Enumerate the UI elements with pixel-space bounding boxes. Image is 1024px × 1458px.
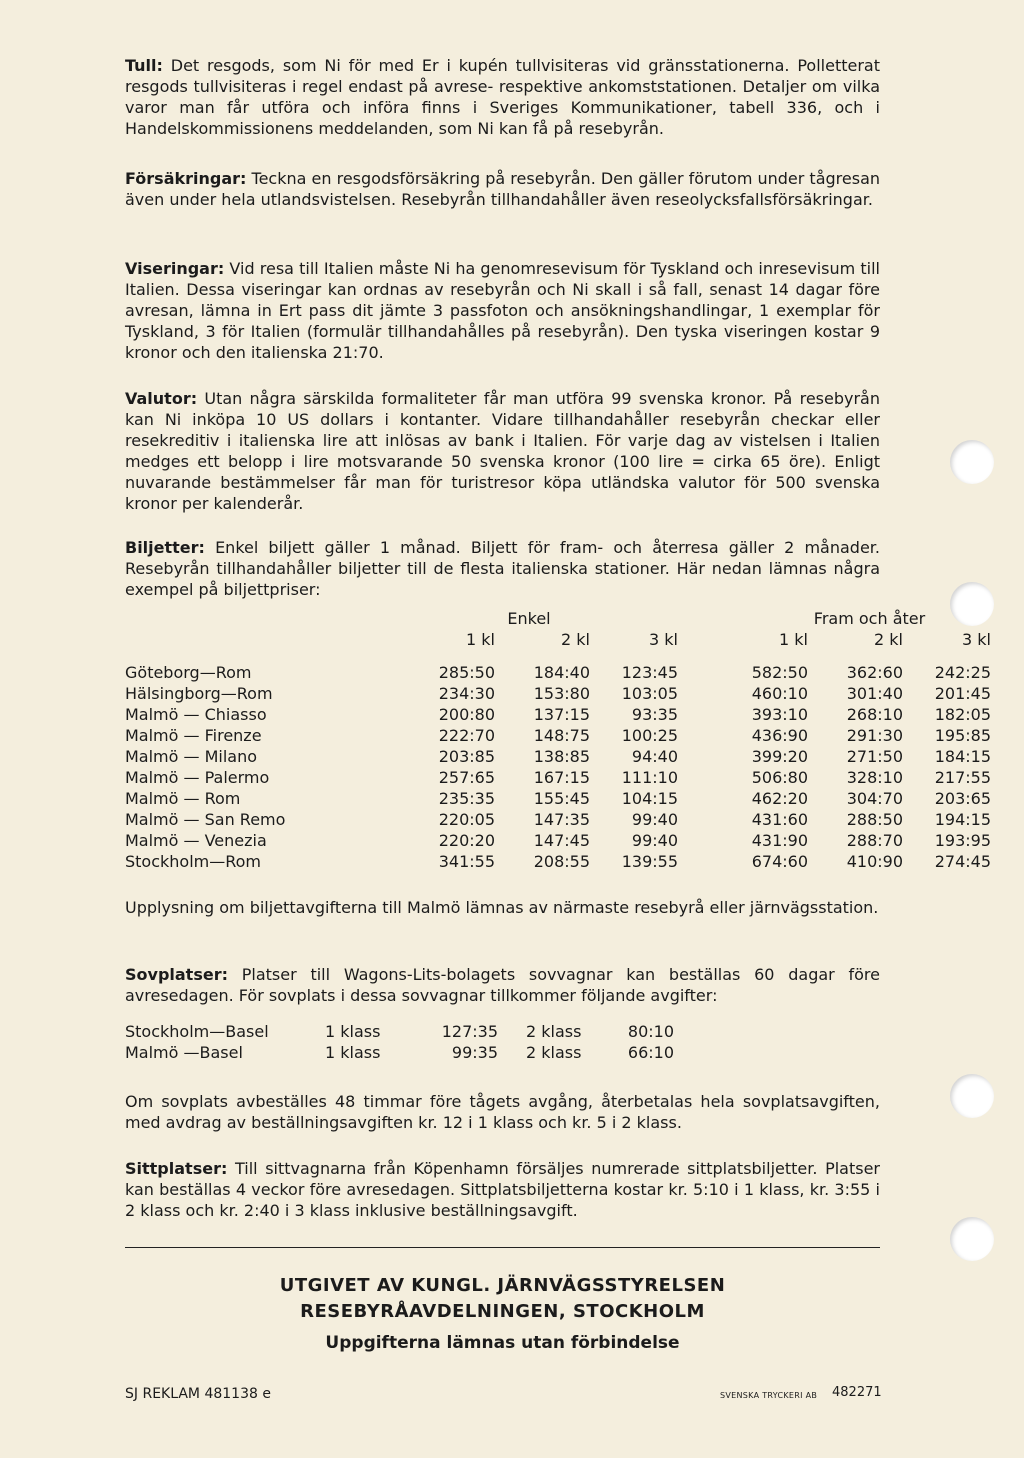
route-cell: Göteborg—Rom (125, 663, 252, 682)
price-cell: 431:90 (751, 831, 808, 850)
section-text: Det resgods, som Ni för med Er i kupén tullvisiteras vid gränsstationerna. Polletterat resgods tullvisiteras i regel endast på avrese- respektive ankomststationen. Detaljer om vilka varor man får utföra och införa finns i Sveriges Kommunikationer, tabell 336, och i Handelskommissionens meddelanden, som Ni kan få på resebyrån. (125, 56, 880, 138)
price-cell: 194:15 (934, 810, 991, 829)
section-biljetter (125, 537, 880, 600)
price-cell: 399:20 (751, 747, 808, 766)
section-sovplatser (125, 964, 880, 1006)
price-cell: 291:30 (846, 726, 903, 745)
section-text: Enkel biljett gäller 1 månad. Biljett för fram- och återresa gäller 2 månader. Resebyrån tillhandahåller biljetter till de flesta italienska stationer. Här nedan lämnas några exempel på biljettpriser: (125, 538, 880, 599)
divider-line (125, 1247, 880, 1248)
price-cell: 138:85 (533, 747, 590, 766)
price-cell: 148:75 (533, 726, 590, 745)
table-row (125, 662, 991, 683)
price-cell: 220:20 (438, 831, 495, 850)
table-row (125, 1021, 674, 1042)
price-cell: 242:25 (934, 663, 991, 682)
section-heading: Försäkringar: (125, 169, 247, 188)
section-heading: Viseringar: (125, 259, 225, 278)
price-cell: 99:35 (451, 1043, 498, 1062)
price-cell: 100:25 (621, 726, 678, 745)
column-header: 1 kl (466, 630, 495, 649)
price-cell: 410:90 (846, 852, 903, 871)
section-text: Upplysning om biljettavgifterna till Malmö lämnas av närmaste resebyrå eller järnvägsstation. (125, 898, 879, 917)
price-cell: 99:40 (631, 810, 678, 829)
price-cell: 200:80 (438, 705, 495, 724)
section-heading: Sovplatser: (125, 965, 228, 984)
price-cell: 203:85 (438, 747, 495, 766)
price-cell: 328:10 (846, 768, 903, 787)
section-viseringar (125, 258, 880, 363)
price-cell: 362:60 (846, 663, 903, 682)
table-row (125, 1042, 674, 1063)
price-cell: 274:45 (934, 852, 991, 871)
route-cell: Hälsingborg—Rom (125, 684, 273, 703)
price-cell: 506:80 (751, 768, 808, 787)
section-upplysning (125, 897, 880, 918)
price-cell: 285:50 (438, 663, 495, 682)
price-cell: 222:70 (438, 726, 495, 745)
price-cell: 153:80 (533, 684, 590, 703)
price-cell: 147:45 (533, 831, 590, 850)
price-cell: 147:35 (533, 810, 590, 829)
section-heading: Valutor: (125, 389, 198, 408)
table-row (125, 746, 991, 767)
punch-hole (950, 1217, 994, 1261)
class-cell: 2 klass (526, 1022, 582, 1041)
price-cell: 155:45 (533, 789, 590, 808)
price-cell: 674:60 (751, 852, 808, 871)
publisher-line-1: UTGIVET AV KUNGL. JÄRNVÄGSSTYRELSEN (279, 1275, 726, 1296)
table-row (125, 704, 991, 725)
group-enkel: Enkel (507, 609, 551, 628)
price-cell: 80:10 (627, 1022, 674, 1041)
column-header: 3 kl (962, 630, 991, 649)
price-cell: 235:35 (438, 789, 495, 808)
price-cell: 217:55 (934, 768, 991, 787)
price-cell: 182:05 (934, 705, 991, 724)
section-text: Utan några särskilda formaliteter får man utföra 99 svenska kronor. På resebyrån kan Ni inköpa 10 US dollars i kontanter. Vidare tillhandahåller resebyrån checkar eller resekreditiv i italienska lire att inlösas av bank i Italien. För varje dag av vistelsen i Italien medges ett belopp i lire motsvarande 50 svenska kronor (100 lire = cirka 65 öre). Enligt nuvarande bestämmelser får man för turistresor köpa utländska valutor för 500 svenska kronor per kalenderår. (125, 389, 880, 513)
route-cell: Malmö — Palermo (125, 768, 270, 787)
section-heading: Biljetter: (125, 538, 205, 557)
price-cell: 234:30 (438, 684, 495, 703)
route-cell: Malmö — Rom (125, 789, 241, 808)
column-header: 3 kl (649, 630, 678, 649)
section-text: Vid resa till Italien måste Ni ha genomresevisum för Tyskland och inresevisum till Italien. Dessa viseringar kan ordnas av resebyrån och Ni skall i så fall, senast 14 dagar före avresan, lämna in Ert pass dit jämte 3 passfoton och ansökningshandlingar, 1 exemplar för Tyskland, 3 för Italien (formulär tillhandahålles på resebyrån). Den tyska viseringen kostar 9 kronor och den italienska 21:70. (125, 259, 880, 362)
price-cell: 393:10 (751, 705, 808, 724)
price-cell: 268:10 (846, 705, 903, 724)
publisher-line-2: RESEBYRÅAVDELNINGEN, STOCKHOLM (300, 1301, 705, 1322)
column-header: 1 kl (779, 630, 808, 649)
print-number: 482271 (832, 1385, 882, 1400)
print-code-left: SJ REKLAM 481138 e (125, 1386, 271, 1402)
route-cell: Malmö — Milano (125, 747, 258, 766)
price-cell: 257:65 (438, 768, 495, 787)
route-cell: Stockholm—Rom (125, 852, 262, 871)
section-text: Platser till Wagons-Lits-bolagets sovvagnar kan beställas 60 dagar före avresedagen. För sovplats i dessa sovvagnar tillkommer följande avgifter: (125, 965, 880, 1005)
price-cell: 304:70 (846, 789, 903, 808)
section-text: Teckna en resgodsförsäkring på resebyrån. Den gäller förutom under tågresan även under hela utlandsvistelsen. Resebyrån tillhandahåller även reseolycksfallsförsäkringar. (125, 169, 881, 209)
route-cell: Malmö — Chiasso (125, 705, 267, 724)
disclaimer: Uppgifterna lämnas utan förbindelse (325, 1333, 680, 1353)
route-cell: Malmö — San Remo (125, 810, 286, 829)
sleeper-fee-table (125, 1021, 674, 1063)
price-cell: 193:95 (934, 831, 991, 850)
price-cell: 184:40 (533, 663, 590, 682)
price-cell: 94:40 (631, 747, 678, 766)
section-tull (125, 55, 880, 139)
price-cell: 123:45 (621, 663, 678, 682)
section-heading: Tull: (125, 56, 163, 75)
price-cell: 137:15 (533, 705, 590, 724)
price-cell: 127:35 (441, 1022, 498, 1041)
price-cell: 271:50 (846, 747, 903, 766)
price-cell: 341:55 (438, 852, 495, 871)
ticket-price-table (125, 608, 991, 872)
class-cell: 1 klass (325, 1022, 381, 1041)
table-row (125, 851, 991, 872)
price-cell: 208:55 (533, 852, 590, 871)
table-row (125, 725, 991, 746)
table-row (125, 683, 991, 704)
table-class-header (125, 629, 991, 650)
punch-hole (950, 1074, 994, 1118)
price-cell: 431:60 (751, 810, 808, 829)
section-heading: Sittplatser: (125, 1159, 228, 1178)
route-cell: Malmö — Venezia (125, 831, 267, 850)
table-row (125, 809, 991, 830)
printer-name: SVENSKA TRYCKERI AB (720, 1391, 818, 1400)
route-cell: Stockholm—Basel (125, 1022, 269, 1041)
price-cell: 201:45 (934, 684, 991, 703)
section-sovplats-avbestallning (125, 1091, 880, 1133)
price-cell: 167:15 (533, 768, 590, 787)
price-cell: 184:15 (934, 747, 991, 766)
column-header: 2 kl (874, 630, 903, 649)
table-row (125, 767, 991, 788)
table-row (125, 830, 991, 851)
price-cell: 301:40 (846, 684, 903, 703)
route-cell: Malmö —Basel (125, 1043, 243, 1062)
section-text: Om sovplats avbeställes 48 timmar före tågets avgång, återbetalas hela sovplatsavgiften, med avdrag av beställningsavgiften kr. 12 i 1 klass och kr. 5 i 2 klass. (125, 1092, 880, 1132)
price-cell: 103:05 (621, 684, 678, 703)
class-cell: 2 klass (526, 1043, 582, 1062)
price-cell: 93:35 (631, 705, 678, 724)
route-cell: Malmö — Firenze (125, 726, 262, 745)
price-cell: 104:15 (621, 789, 678, 808)
price-cell: 111:10 (621, 768, 678, 787)
section-text: Till sittvagnarna från Köpenhamn försäljes numrerade sittplatsbiljetter. Platser kan beställas 4 veckor före avresedagen. Sittplatsbiljetterna kostar kr. 5:10 i 1 klass, kr. 3:55 i 2 klass och kr. 2:40 i 3 klass inklusive beställningsavgift. (125, 1159, 880, 1220)
price-cell: 288:50 (846, 810, 903, 829)
table-group-header (125, 608, 991, 629)
price-cell: 66:10 (627, 1043, 674, 1062)
price-cell: 195:85 (934, 726, 991, 745)
section-valutor (125, 388, 880, 514)
price-cell: 460:10 (751, 684, 808, 703)
price-cell: 203:65 (934, 789, 991, 808)
price-cell: 582:50 (751, 663, 808, 682)
class-cell: 1 klass (325, 1043, 381, 1062)
price-cell: 288:70 (846, 831, 903, 850)
section-sittplatser (125, 1158, 880, 1221)
price-cell: 139:55 (621, 852, 678, 871)
section-forsakringar (125, 168, 880, 210)
punch-hole (950, 440, 994, 484)
price-cell: 220:05 (438, 810, 495, 829)
price-cell: 436:90 (751, 726, 808, 745)
column-header: 2 kl (561, 630, 590, 649)
price-cell: 462:20 (751, 789, 808, 808)
table-row (125, 788, 991, 809)
price-cell: 99:40 (631, 831, 678, 850)
group-fram-och-ater: Fram och åter (813, 609, 926, 628)
